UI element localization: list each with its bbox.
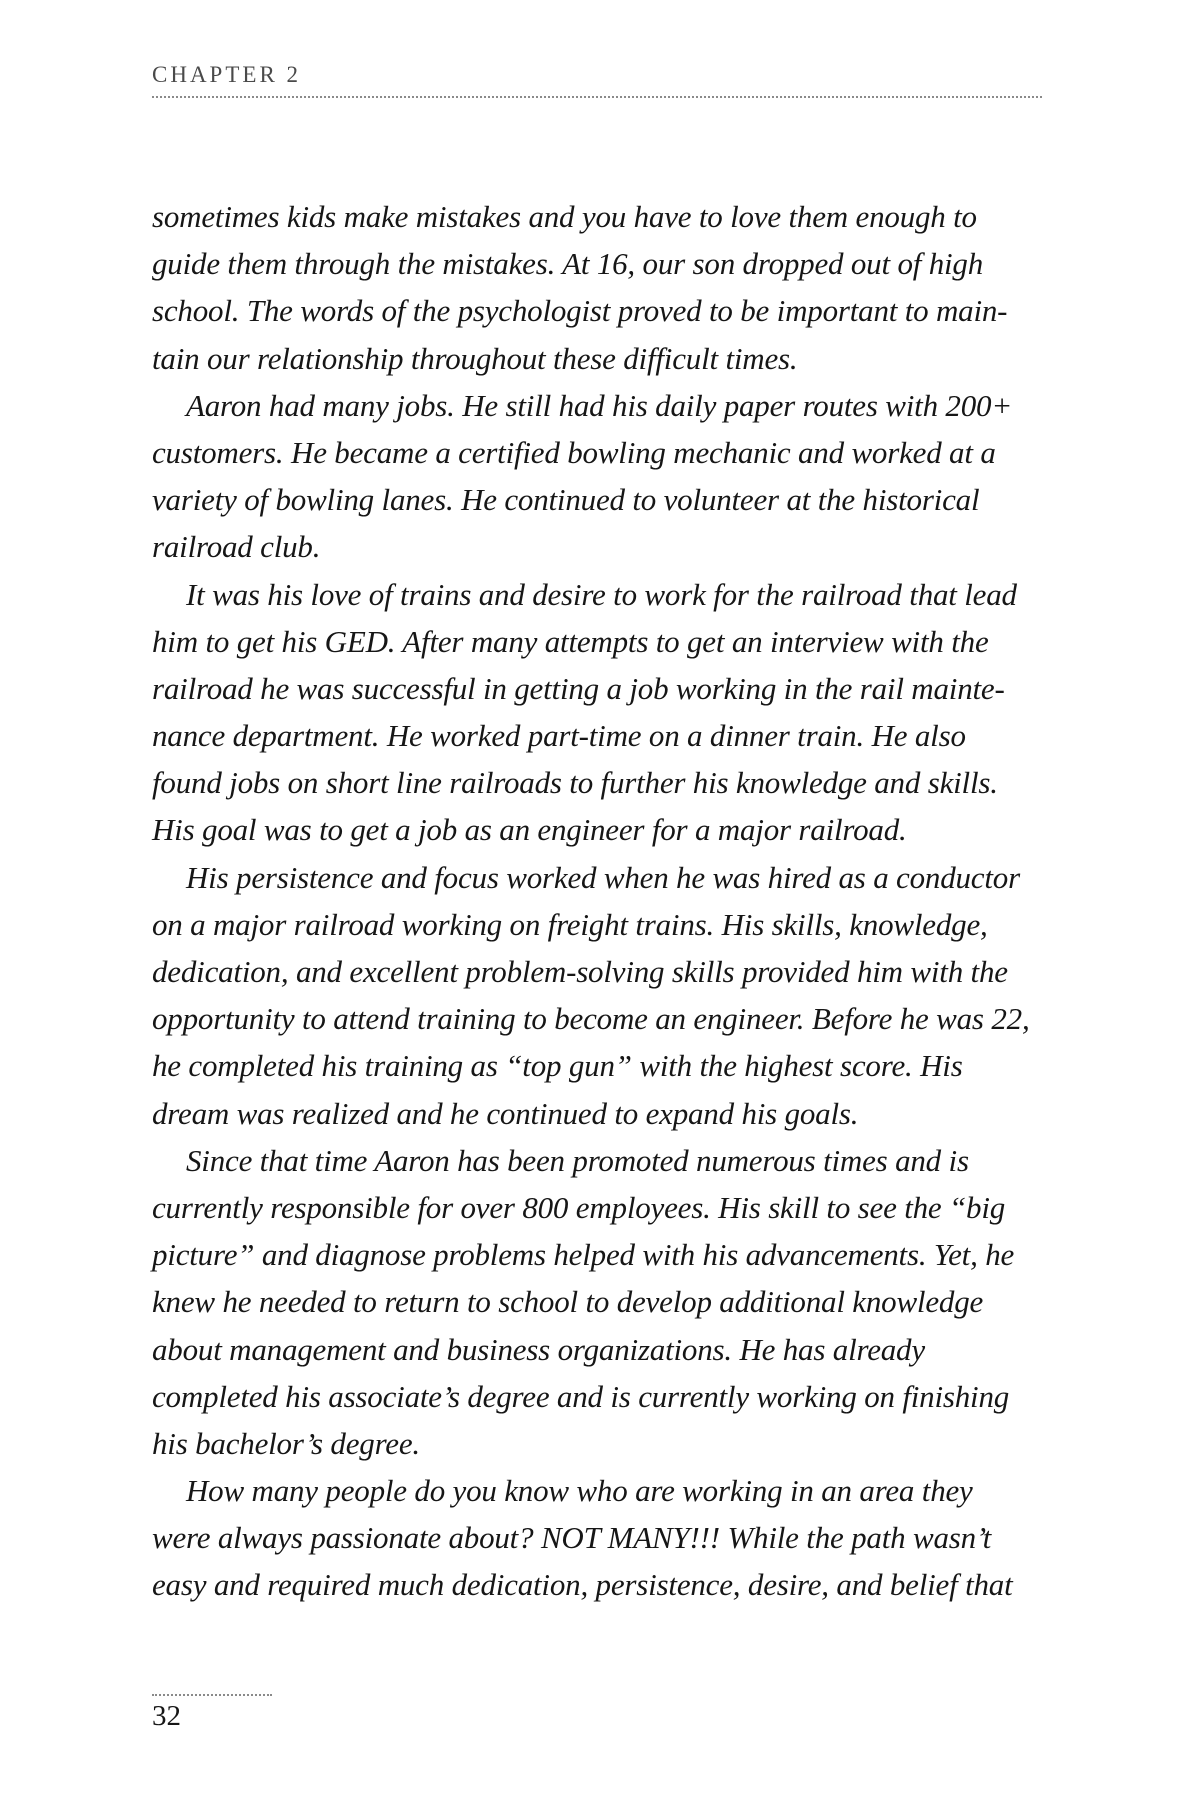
chapter-header	[152, 62, 1042, 98]
text-line: variety of bowling lanes. He continued to volunteer at the historical	[152, 482, 980, 518]
text-line: nance department. He worked part-time on a dinner train. He also	[152, 718, 966, 754]
text-line: sometimes kids make mistakes and you have to love them enough to	[152, 199, 977, 234]
paragraph	[152, 382, 1042, 571]
text-line: currently responsible for over 800 employees. His skill to see the “big	[152, 1189, 1006, 1225]
footer-rule	[152, 1694, 272, 1696]
text-line: Aaron had many jobs. He still had his daily paper routes with 200+	[186, 387, 1013, 423]
text-line: completed his associate’s degree and is currently working on finishing	[152, 1378, 1010, 1414]
chapter-label: CHAPTER 2	[152, 62, 302, 87]
text-line: knew he needed to return to school to develop additional knowledge	[152, 1284, 984, 1320]
text-line: about management and business organizations. He has already	[152, 1331, 925, 1367]
text-line: His goal was to get a job as an engineer for a major railroad.	[152, 812, 907, 848]
header-rule	[152, 96, 1042, 98]
body-text	[152, 193, 1042, 1609]
text-line: How many people do you know who are working in an area they	[186, 1473, 973, 1509]
text-line: were always passionate about? NOT MANY!!! While the path wasn’t	[152, 1520, 992, 1556]
text-line: guide them through the mistakes. At 16, our son dropped out of high	[152, 246, 984, 282]
paragraph	[152, 1467, 1042, 1609]
text-line: easy and required much dedication, persistence, desire, and belief that	[152, 1567, 1013, 1603]
text-line: railroad club.	[152, 529, 321, 565]
text-line: customers. He became a certified bowling mechanic and worked at a	[152, 434, 996, 470]
text-line: opportunity to attend training to become an engineer. Before he was 22,	[152, 1001, 1030, 1037]
text-line: picture” and diagnose problems helped with his advancements. Yet, he	[152, 1237, 1015, 1273]
text-line: dream was realized and he continued to expand his goals.	[152, 1095, 859, 1131]
text-line: school. The words of the psychologist proved to be important to main-	[152, 293, 1008, 329]
text-line: His persistence and focus worked when he was hired as a conductor	[186, 859, 1020, 895]
text-line: he completed his training as “top gun” with the highest score. His	[152, 1048, 963, 1084]
page-number: 32	[152, 1700, 181, 1732]
text-line: on a major railroad working on freight trains. His skills, knowledge,	[152, 906, 988, 942]
paragraph	[152, 1137, 1042, 1467]
paragraph	[152, 193, 1042, 382]
text-line: found jobs on short line railroads to further his knowledge and skills.	[152, 765, 998, 801]
text-line: tain our relationship throughout these difficult times.	[152, 340, 798, 376]
text-line: dedication, and excellent problem-solving skills provided him with the	[152, 954, 1008, 989]
text-line: Since that time Aaron has been promoted numerous times and is	[186, 1142, 969, 1178]
text-line: his bachelor’s degree.	[152, 1425, 420, 1461]
text-line: It was his love of trains and desire to work for the railroad that lead	[186, 576, 1017, 612]
page-footer	[152, 1694, 272, 1733]
paragraph	[152, 571, 1042, 854]
paragraph	[152, 854, 1042, 1137]
text-line: him to get his GED. After many attempts to get an interview with the	[152, 623, 989, 659]
text-line: railroad he was successful in getting a job working in the rail mainte-	[152, 670, 1005, 706]
